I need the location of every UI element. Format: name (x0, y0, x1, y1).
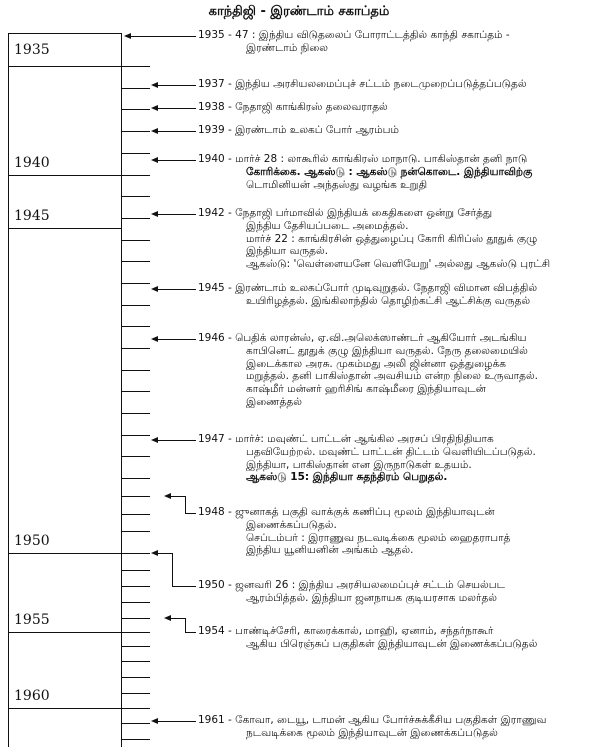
event-line: ஆகிய பிரெஞ்சுப் பகுதிகள் இந்தியாவுடன் இணைக்கப்படுதல் (246, 637, 538, 650)
minor-tick (122, 131, 150, 132)
minor-tick (122, 478, 150, 479)
event-line: 1935 - 47 : இந்திய விடுதலைப் போராட்டத்தில் காந்தி சகாப்தம் - (198, 29, 510, 41)
event-line: 1946 - பெதிக் லாரன்ஸ், ஏ.வி.அலெக்ஸாண்டர் ஆகியோர் அடங்கிய (198, 332, 527, 344)
arrow-1950 (151, 550, 158, 556)
event-line: 1940 - மார்ச் 28 : லாகூரில் காங்கிரஸ் மாநாடு. பாகிஸ்தான் தனி நாடு (198, 153, 528, 165)
event-line: 1945 - இரண்டாம் உலகப்போர் முடிவுறுதல். நேதாஜி விமான விபத்தில் (198, 282, 538, 294)
event-1946 (198, 332, 538, 409)
event-line: இந்தியா, பாகிஸ்தான் என இருநாடுகள் உதயம். (246, 458, 472, 471)
minor-tick (122, 693, 150, 694)
minor-tick (122, 88, 150, 89)
event-line: 1954 - பாண்டிச்சேரி, காரைக்கால், மாஹி, ஏனாம், சந்தர்நாகூர் (198, 625, 494, 637)
arrow-1938 (151, 105, 158, 111)
event-1940 (198, 153, 532, 191)
minor-tick (122, 531, 150, 532)
event-1939 (198, 124, 399, 137)
event-1938 (198, 101, 388, 114)
event-line: மார்ச் 22 : காங்கிரசின் ஒத்துழைப்பு கோரி கிரிப்ஸ் தூதுக் குழு (246, 232, 538, 245)
event-line: 1950 - ஜனவரி 26 : இந்திய அரசியலமைப்புச் சட்டம் செயல்பட (198, 579, 505, 591)
event-line: இந்தியா வருதல். (246, 245, 329, 258)
arrow-1961 (151, 718, 158, 724)
arrow-line-1947 (158, 440, 196, 441)
minor-tick (122, 646, 150, 647)
minor-tick (122, 739, 150, 740)
year-label-1940: 1940 (14, 155, 50, 171)
event-line: 1947 - மார்ச்: மவுண்ட் பாட்டன் ஆங்கில அரசப் பிரதிநிதியாக (198, 433, 494, 445)
event-line: இந்திய யூனியனின் அங்கம் ஆதல். (246, 544, 414, 557)
minor-tick (122, 723, 150, 724)
connector-1954-bottom (185, 632, 196, 633)
minor-tick (122, 153, 150, 154)
event-line: 1939 - இரண்டாம் உலகப் போர் ஆரம்பம் (198, 124, 399, 136)
minor-tick (122, 602, 150, 603)
event-line: ஆகஸ்டு: 'வெள்ளையனே வெளியேறு' அல்லது ஆகஸ்டு புரட்சி (246, 258, 551, 271)
arrow-line-1946 (158, 339, 196, 340)
minor-tick (122, 456, 150, 457)
event-line: இந்திய தேசியப்படை அமைத்தல். (246, 219, 409, 232)
minor-tick (122, 677, 150, 678)
arrow-line-1945 (158, 289, 196, 290)
event-1937 (198, 78, 527, 91)
connector-1948-bottom (185, 513, 196, 514)
event-1945 (198, 282, 537, 308)
event-line: 1948 - ஜுனாகத் பகுதி வாக்குக் கணிப்பு மூலம் இந்தியாவுடன் (198, 506, 495, 518)
year-tick-1955 (8, 632, 122, 633)
arrow-1939 (151, 128, 158, 134)
minor-tick (122, 175, 150, 176)
event-line: 1937 - இந்திய அரசியலமைப்புச் சட்டம் நடைமுறைப்படுத்தப்படுதல் (198, 78, 527, 90)
minor-tick (122, 435, 150, 436)
event-line: உயிரிழத்தல். இங்கிலாந்தில் தொழிற்கட்சி ஆட்சிக்கு வருதல் (246, 294, 531, 307)
arrow-1947 (151, 437, 158, 443)
arrow-1937 (151, 82, 158, 88)
year-label-1935: 1935 (14, 42, 50, 58)
event-line: ஆரம்பித்தல். இந்தியா ஜனநாயக குடியரசாக மலர்தல் (246, 591, 498, 604)
year-tick-1960 (8, 708, 122, 709)
minor-tick (122, 632, 150, 633)
minor-tick (122, 348, 150, 349)
event-line: 1938 - நேதாஜி காங்கிரஸ் தலைவராதல் (198, 101, 388, 113)
event-line: மறுத்தல். தனி பாகிஸ்தான் அவசியம் என்ற நிலை உருவாதல். (246, 370, 539, 383)
event-line: இணைத்தல் (246, 395, 302, 408)
connector-1954-vertical (185, 618, 186, 632)
arrow-line-1937 (158, 85, 196, 86)
event-1954 (198, 625, 537, 651)
event-line: செப்டம்பர் : இராணுவ நடவடிக்கை மூலம் ஹைதராபாத் (246, 531, 511, 544)
event-line: 1942 - நேதாஜி பர்மாவில் இந்தியக் கைதிகளை ஒன்று சேர்த்து (198, 207, 493, 219)
connector-1948-top (171, 496, 185, 497)
year-label-1960: 1960 (14, 688, 50, 704)
event-line: ஆகஸ்டு 15: இந்தியா சுதந்திரம் பெறுதல். (246, 471, 448, 484)
arrow-line-1942 (158, 214, 196, 215)
arrow-1945 (151, 286, 158, 292)
event-line: 1961 - கோவா, டையூ, டாமன் ஆகிய போர்ச்சுக்கீசிய பகுதிகள் இராணுவ (198, 714, 547, 726)
connector-1954-top (171, 618, 185, 619)
arrow-1948 (164, 493, 171, 499)
arrow-1940 (151, 157, 158, 163)
minor-tick (122, 514, 150, 515)
connector-1950-top (158, 553, 172, 554)
minor-tick (122, 218, 150, 219)
minor-tick (122, 553, 150, 554)
event-1948 (198, 506, 510, 557)
minor-tick (122, 66, 150, 67)
event-line: இரண்டாம் நிலை (246, 41, 328, 54)
event-1947 (198, 433, 536, 484)
year-tick-1940 (8, 175, 122, 176)
minor-tick (122, 496, 150, 497)
minor-tick (122, 240, 150, 241)
arrow-1942 (151, 211, 158, 217)
event-1950 (198, 579, 505, 605)
minor-tick (122, 708, 150, 709)
page-title: காந்திஜி - இரண்டாம் சகாப்தம் (208, 4, 390, 19)
year-label-1945: 1945 (14, 208, 50, 224)
minor-tick (122, 618, 150, 619)
arrow-1946 (151, 336, 158, 342)
minor-tick (122, 586, 150, 587)
minor-tick (122, 305, 150, 306)
arrow-1935 (124, 33, 131, 39)
minor-tick (122, 370, 150, 371)
year-tick-1945 (8, 228, 122, 229)
event-line: நடவடிக்கை மூலம் இந்தியாவுடன் இணைக்கப்படுதல் (246, 726, 498, 739)
minor-tick (122, 283, 150, 284)
timeline-axis (121, 33, 122, 747)
event-line: கோரிக்கை. ஆகஸ்டு : ஆகஸ்டு நன்கொடை. இந்தியாவிற்கு (246, 165, 533, 178)
event-line: இடைக்கால அரசு. முகம்மது அலி ஜின்னா ஒத்துழைக்க (246, 357, 506, 370)
event-line: டொமினியன் அந்தஸ்து வழங்க உறுதி (246, 178, 428, 191)
minor-tick (122, 261, 150, 262)
arrow-1954 (164, 615, 171, 621)
arrow-line-1961 (158, 721, 196, 722)
connector-1950-bottom (172, 586, 196, 587)
minor-tick (122, 413, 150, 414)
timeline-bar (8, 33, 122, 747)
event-1935 (198, 29, 510, 55)
minor-tick (122, 196, 150, 197)
arrow-line-1939 (158, 131, 196, 132)
event-1961 (198, 714, 546, 740)
event-line: காஷ்மீர் மன்னர் ஹரிசிங் காஷ்மீரை இந்தியாவுடன் (246, 383, 486, 396)
connector-1950-vertical (172, 553, 173, 586)
event-line: காபினெட் தூதுக் குழு இந்தியா வருதல். நேரு தலைமையில் (246, 344, 528, 357)
arrow-line-1938 (158, 108, 196, 109)
year-tick-1935 (8, 66, 122, 67)
minor-tick (122, 661, 150, 662)
arrow-line-1940 (158, 160, 196, 161)
minor-tick (122, 570, 150, 571)
year-label-1950: 1950 (14, 533, 50, 549)
minor-tick (122, 109, 150, 110)
event-1942 (198, 207, 550, 271)
minor-tick (122, 391, 150, 392)
year-label-1955: 1955 (14, 612, 50, 628)
event-line: பதவியேற்றல். மவுண்ட் பாட்டன் திட்டம் வெளியிடப்படுதல். (246, 445, 536, 458)
event-line: இணைக்கப்படுதல். (246, 518, 337, 531)
connector-1948-vertical (185, 496, 186, 513)
year-tick-1950 (8, 553, 122, 554)
minor-tick (122, 326, 150, 327)
arrow-line-1935 (131, 36, 196, 37)
